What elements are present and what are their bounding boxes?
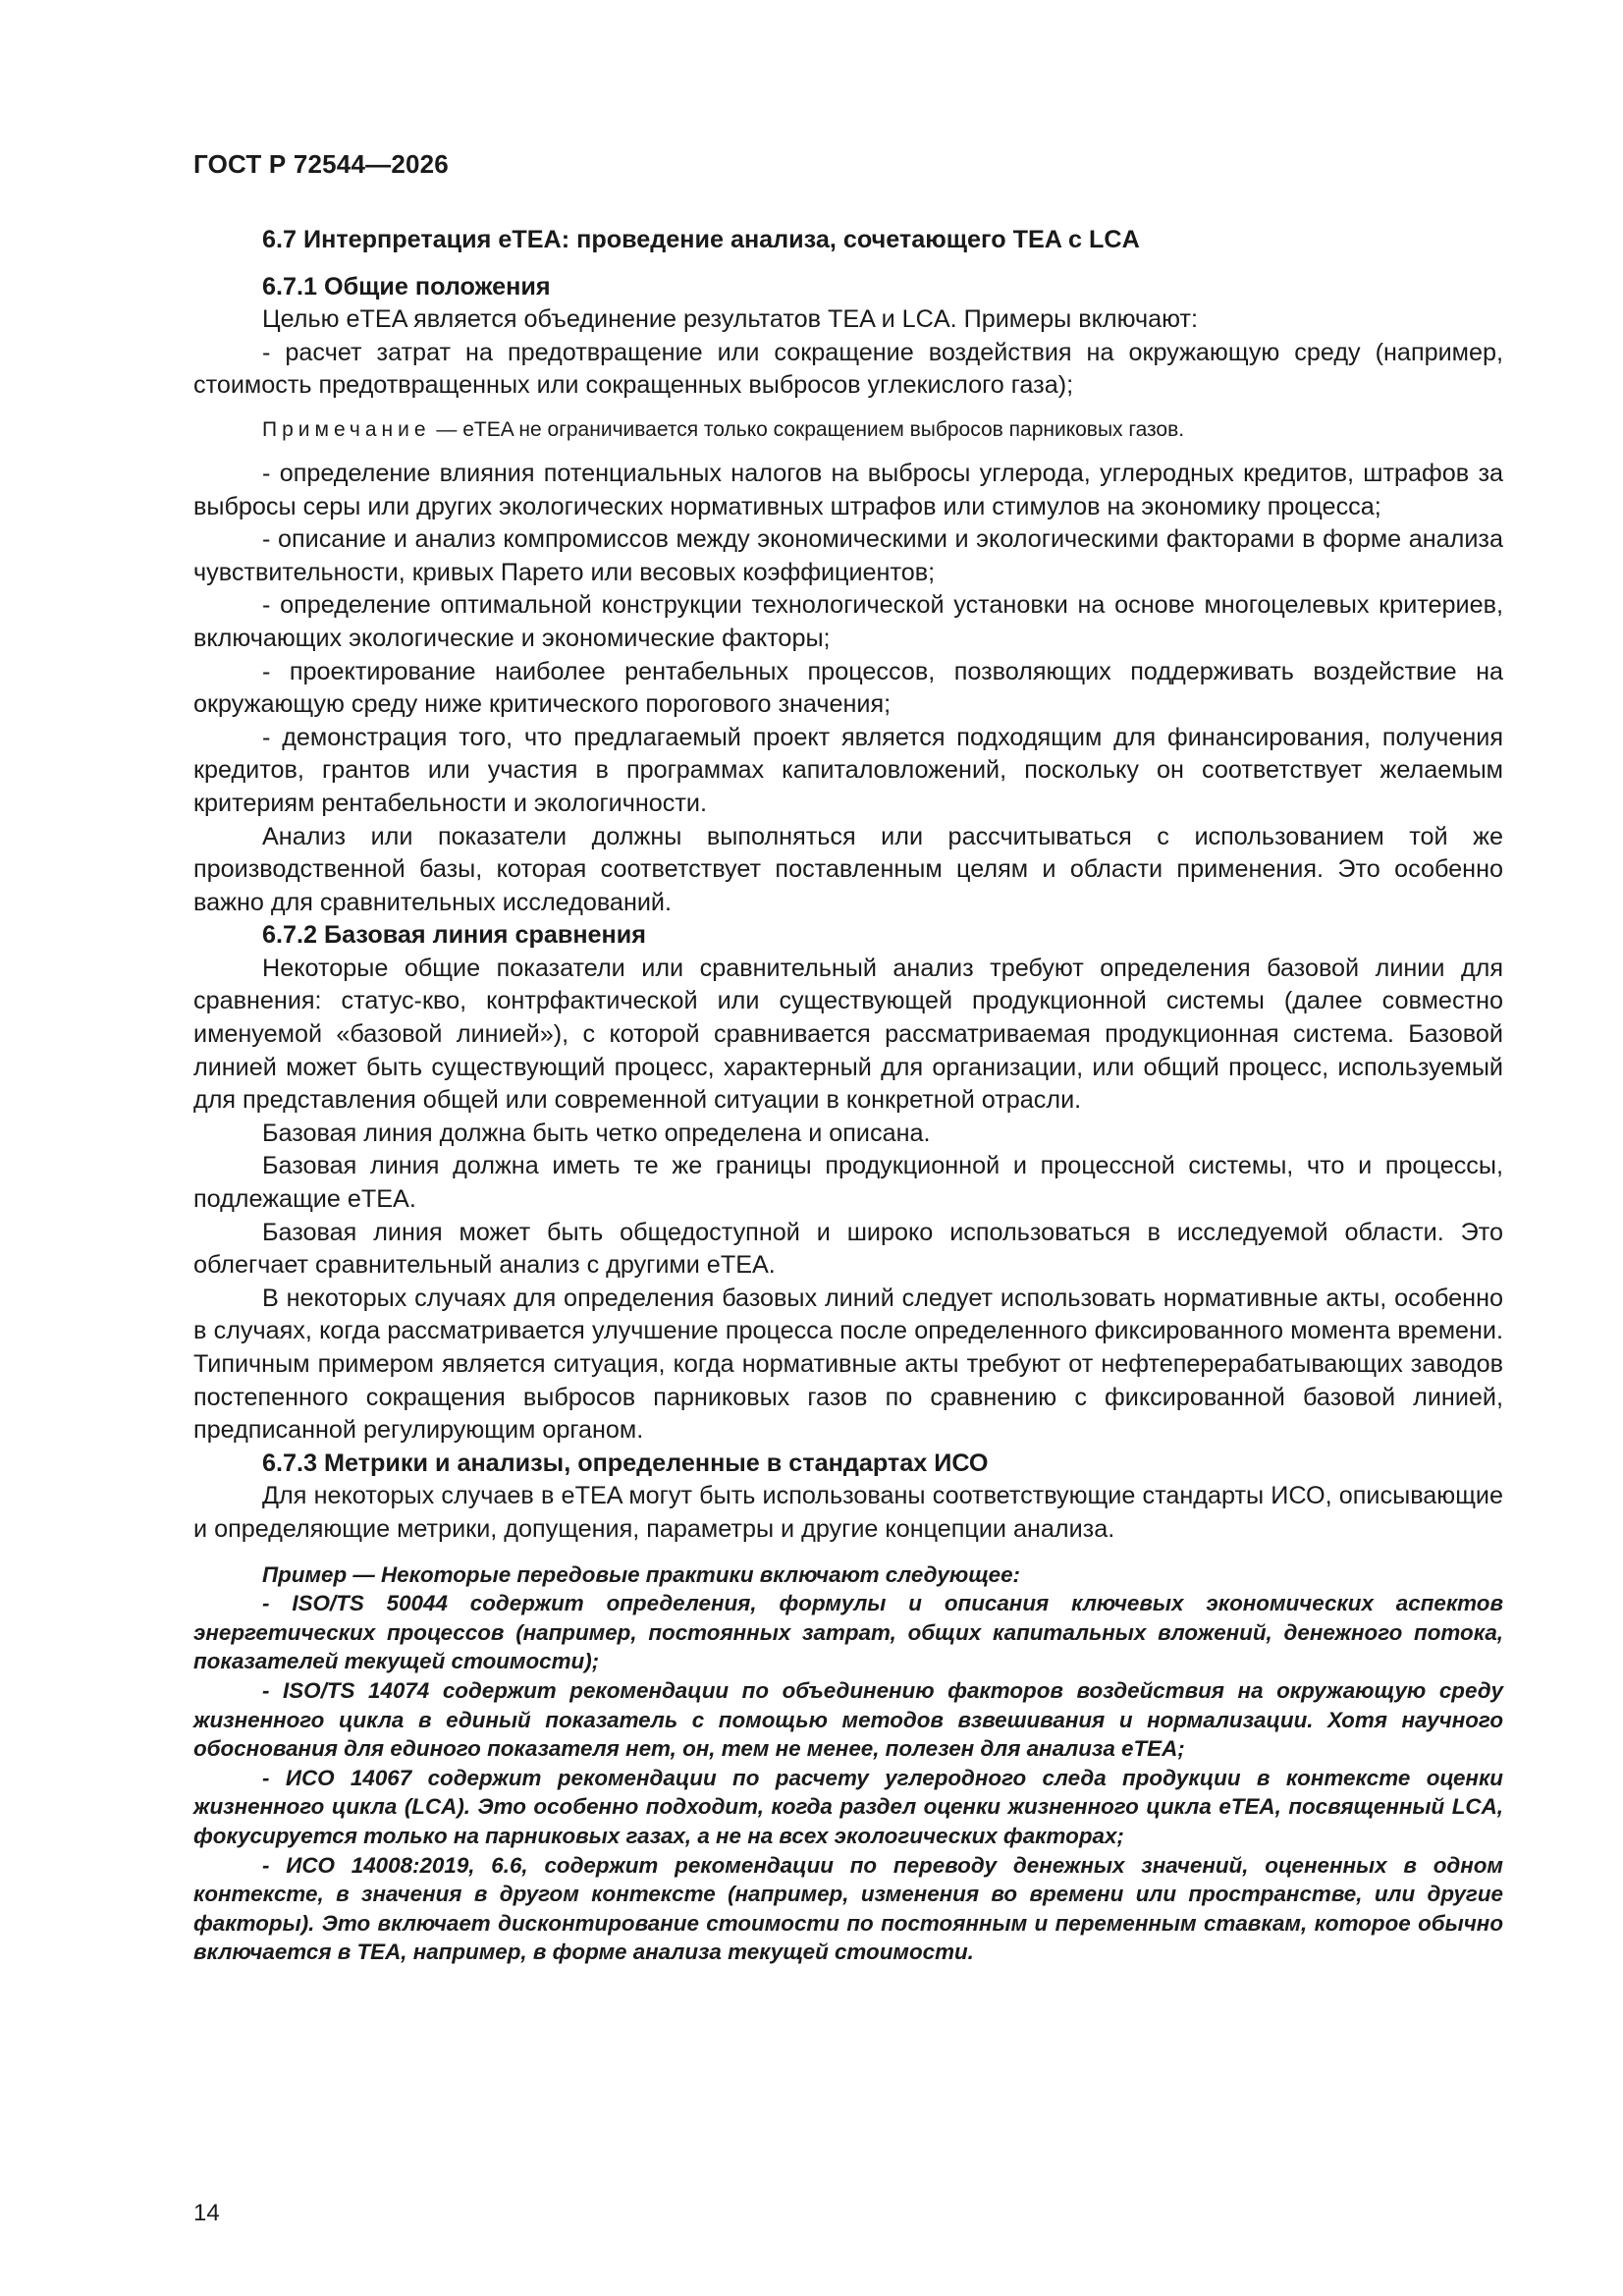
paragraph: Целью eTEA является объединение результатов TEA и LCA. Примеры включают: — [262, 305, 1198, 334]
example-item: - ISO/TS 14074 содержит рекомендации по объединению факторов воздействия на окружающую среду жизненного цикла в единый показатель с помощью методов взвешивания и нормализации. Хотя научного обоснования для единого показателя нет, он, тем не менее, полезен для анализа eTEA; — [193, 1677, 1503, 1762]
paragraph: Некоторые общие показатели или сравнительный анализ требуют определения базовой линии для сравнения: статус-кво, контрфактической или существующей продукционной системы (далее совместно именуемой «базовой линией»), с которой сравнивается рассматриваемая продукционная система. Базовой линией может быть существующий процесс, характерный для организации, или общий процесс, используемый для представления общей или современной ситуации в конкретной отрасли. — [193, 954, 1503, 1115]
list-item: - расчет затрат на предотвращение или сокращение воздействия на окружающую среду (например, стоимость предотвращенных или сокращенных выбросов углекислого газа); — [193, 338, 1503, 400]
paragraph: Базовая линия должна быть четко определена и описана. — [262, 1119, 931, 1147]
list-item: - определение влияния потенциальных налогов на выбросы углерода, углеродных кредитов, штрафов за выбросы серы или других экологических нормативных штрафов или стимулов на экономику процесса; — [193, 459, 1503, 520]
example-item: - ISO/TS 50044 содержит определения, формулы и описания ключевых экономических аспектов энергетических процессов (например, постоянных затрат, общих капитальных вложений, денежного потока, показателей текущей стоимости); — [193, 1591, 1503, 1674]
example-item: - ИСО 14008:2019, 6.6, содержит рекомендации по переводу денежных значений, оцененных в одном контексте, в значения в другом контексте (например, изменения во времени или пространстве, или другие факторы). Это включает дисконтирование стоимости по постоянным и переменным ставкам, которое обычно включается в TEA, например, в форме анализа текущей стоимости. — [193, 1852, 1503, 1965]
paragraph: Базовая линия должна иметь те же границы продукционной и процессной системы, что и процессы, подлежащие eTEA. — [193, 1152, 1503, 1214]
page-content — [193, 224, 1503, 1967]
paragraph: Анализ или показатели должны выполняться или рассчитываться с использованием той же производственной базы, которая соответствует поставленным целям и области применения. Это особенно важно для сравнительных исследований. — [193, 822, 1503, 916]
paragraph: Базовая линия может быть общедоступной и широко использоваться в исследуемой области. Это облегчает сравнительный анализ с другими eTEA. — [193, 1218, 1503, 1280]
page-number: 14 — [193, 2200, 220, 2226]
paragraph: Для некоторых случаев в eTEA могут быть использованы соответствующие стандарты ИСО, описывающие и определяющие метрики, допущения, параметры и другие концепции анализа. — [193, 1482, 1503, 1543]
paragraph: В некоторых случаях для определения базовых линий следует использовать нормативные акты, особенно в случаях, когда рассматривается улучшение процесса после определенного фиксированного момента времени. Типичным примером является ситуация, когда нормативные акты требуют от нефтеперерабатывающих заводов постепенного сокращения выбросов парниковых газов по сравнению с фиксированной базовой линией, предписанной регулирующим органом. — [193, 1284, 1503, 1445]
standard-code: ГОСТ Р 72544—2026 — [193, 149, 449, 179]
subsection-title: 6.7.2 Базовая линия сравнения — [262, 921, 646, 950]
list-item: - демонстрация того, что предлагаемый проект является подходящим для финансирования, получения кредитов, грантов или участия в программах капиталовложений, поскольку он соответствует желаемым критериям рентабельности и экологичности. — [193, 723, 1503, 817]
example-item: - ИСО 14067 содержит рекомендации по расчету углеродного следа продукции в контексте оценки жизненного цикла (LCA). Это особенно подходит, когда раздел оценки жизненного цикла eTEA, посвященный LCA, фокусируется только на парниковых газах, а не на всех экологических факторах; — [193, 1765, 1503, 1848]
subsection-title: 6.7.1 Общие положения — [262, 272, 551, 301]
list-item: - проектирование наиболее рентабельных процессов, позволяющих поддерживать воздействие на окружающую среду ниже критического порогового значения; — [193, 657, 1503, 719]
list-item: - определение оптимальной конструкции технологической установки на основе многоцелевых критериев, включающих экологические и экономические факторы; — [193, 591, 1503, 652]
list-item: - описание и анализ компромиссов между экономическими и экологическими факторами в форме анализа чувствительности, кривых Парето или весовых коэффициентов; — [193, 525, 1503, 586]
section-title: 6.7 Интерпретация eTEA: проведение анализа, сочетающего TEA с LCA — [262, 226, 1140, 253]
note — [193, 416, 1503, 444]
subsection-title: 6.7.3 Метрики и анализы, определенные в стандартах ИСО — [262, 1449, 989, 1477]
note-text: — eTEA не ограничивается только сокращением выбросов парниковых газов. — [430, 417, 1185, 441]
note-label: Примечание — [262, 417, 431, 441]
example-heading: Пример — Некоторые передовые практики включают следующее: — [262, 1561, 1020, 1587]
